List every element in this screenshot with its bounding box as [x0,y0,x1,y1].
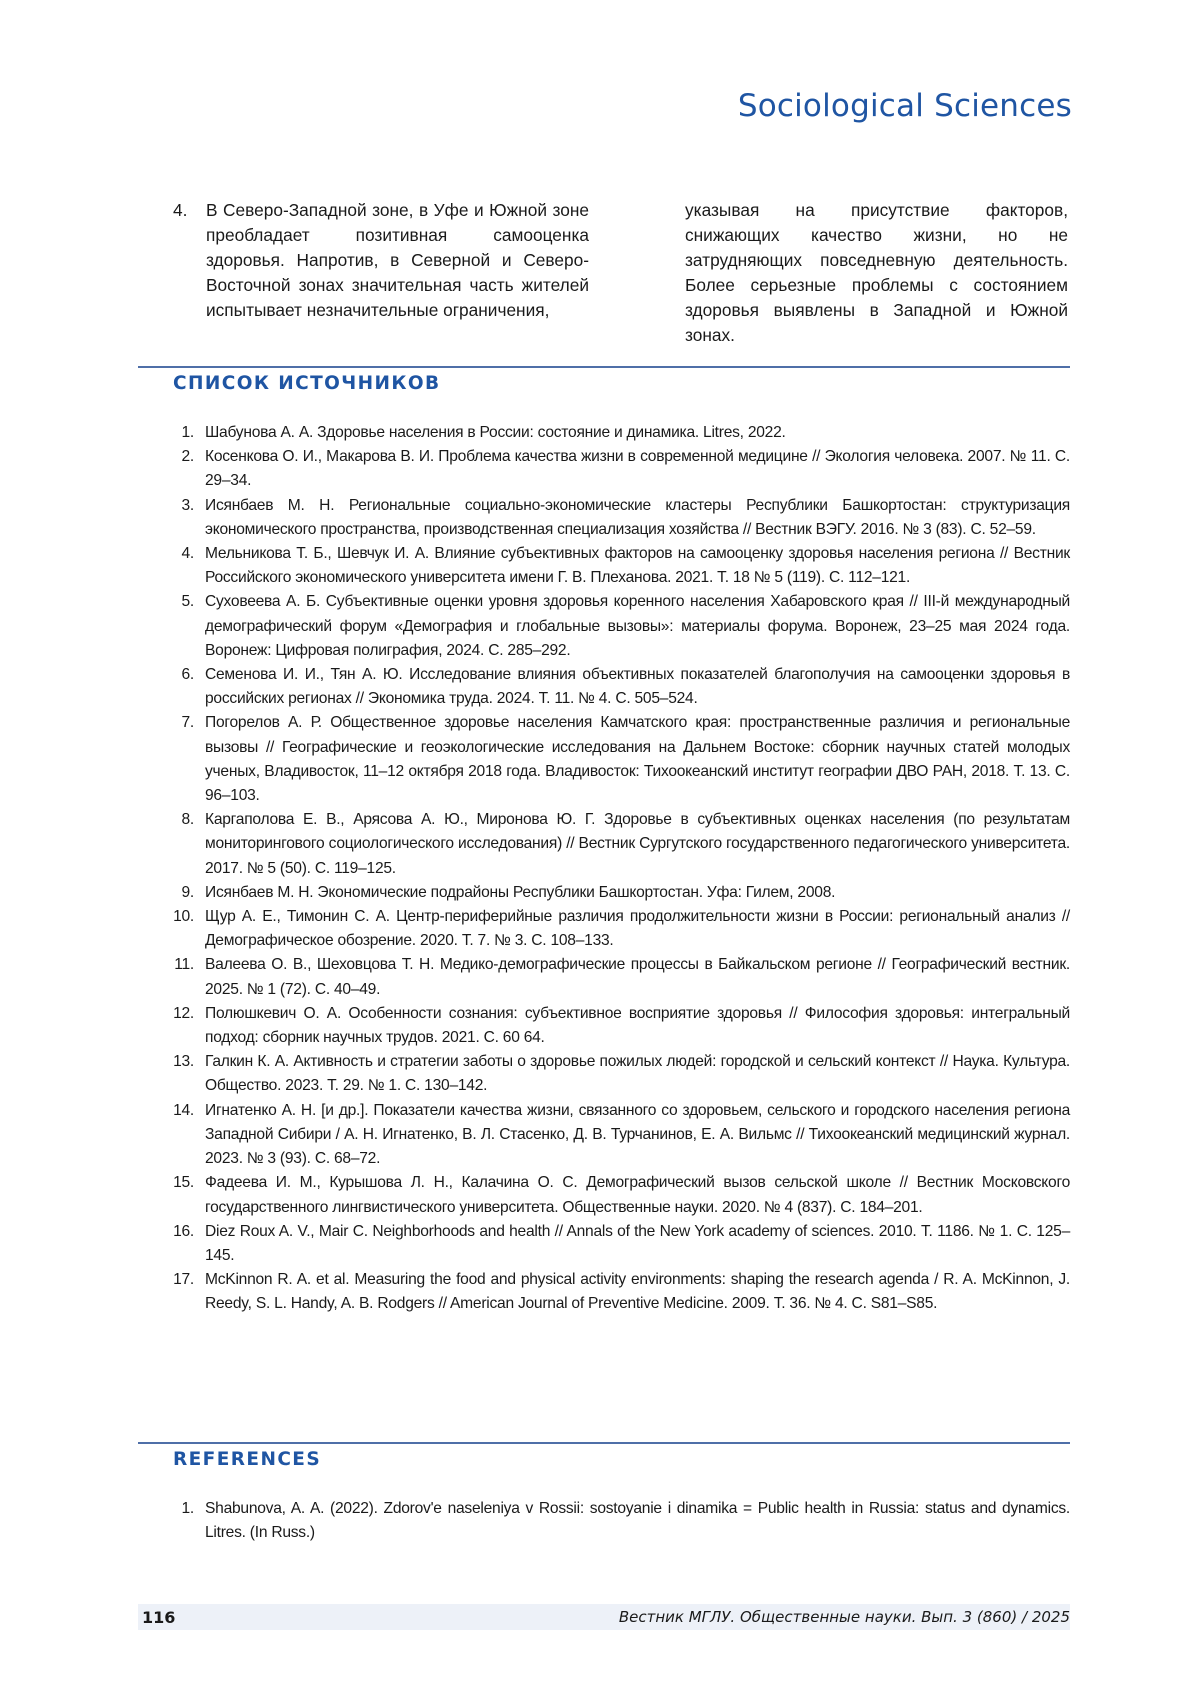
list-item-text: Мельникова Т. Б., Шевчук И. А. Влияние субъективных факторов на самооценку здоровья населения региона // Вестник Российского экономического университета имени Г. В. Плеханова. 2021. Т. 18 № 5 (119). С. 112–121. [205,545,1070,587]
list-item-text: Семенова И. И., Тян А. Ю. Исследование влияния объективных показателей благополучия на самооценки здоровья в российских регионах // Экономика труда. 2024. Т. 11. № 4. С. 505–524. [205,666,1070,708]
conclusion-right-text: указывая на присутствие факторов, снижающих качество жизни, но не затрудняющих повседневную деятельность. Более серьезные проблемы с состоянием здоровья выявлены в Западной и Южной зонах. [685,200,1068,345]
section-divider [138,1442,1070,1444]
list-item-text: Игнатенко А. Н. [и др.]. Показатели качества жизни, связанного со здоровьем, сельского и городского населения региона Западной Сибири / А. Н. Игнатенко, В. Л. Стасенко, Д. В. Турчанинов, Е. А. Вильмс // Тихоокеанский медицинский журнал. 2023. № 3 (93). С. 68–72. [205,1101,1070,1168]
list-item [166,1220,1070,1268]
list-item-text: Полюшкевич О. А. Особенности сознания: субъективное восприятие здоровья // Философия здоровья: интегральный подход: сборник научных трудов. 2021. С. 60 64. [205,1004,1070,1047]
list-item-number: 13. [173,1053,194,1071]
list-item-text: Каргаполова Е. В., Арясова А. Ю., Миронова Ю. Г. Здоровье в субъективных оценках населения (по результатам мониторингового социологического исследования) // Вестник Сургутского государственного педагогического университета. 2017. № 5 (50). С. 119–125. [205,811,1070,877]
list-item-text: Суховеева А. Б. Субъективные оценки уровня здоровья коренного населения Хабаровского края // III-й международный демографический форум «Демография и глобальные вызовы»: материалы форума. Воронеж, 23–25 мая 2024 года. Воронеж: Цифровая полиграфия, 2024. С. 285–292. [205,593,1070,659]
list-item-number: 3. [181,496,194,514]
list-item-text: Фадеева И. М., Курышова Л. Н., Калачина О. С. Демографический вызов сельской школе // Вестник Московского государственного лингвистического университета. Общественные науки. 2020. № 4 (837). С. 184–201. [205,1174,1070,1216]
list-item [166,445,1070,493]
list-item-text: Валеева О. В., Шеховцова Т. Н. Медико-демографические процессы в Байкальском регионе // Географический вестник. 2025. № 1 (72). С. 40–49. [205,956,1070,998]
list-item [166,421,1070,445]
list-item-text: Исянбаев М. Н. Региональные социально-экономические кластеры Республики Башкортостан: структуризация экономического пространства, производственная специализация хозяйства // Вестник ВЭГУ. 2016. № 3 (83). С. 52–59. [205,496,1070,538]
list-item-text: Косенкова О. И., Макарова В. И. Проблема качества жизни в современной медицине // Экология человека. 2007. № 11. С. 29–34. [205,448,1070,490]
list-item [166,808,1070,881]
page-number: 116 [142,1608,176,1627]
sources-list [166,421,1070,1317]
section-divider [138,366,1070,368]
list-item [166,905,1070,953]
list-item [166,663,1070,711]
list-item-text: McKinnon R. A. et al. Measuring the food and physical activity environments: shaping the research agenda / R. A. McKinnon, J. Reedy, S. L. Handy, A. B. Rodgers // American Journal of Preventive Medicine. 2009. Т. 36. № 4. С. S81–S85. [205,1271,1070,1313]
journal-section-title: Sociological Sciences [737,88,1072,124]
footer-journal-name: Вестник МГЛУ. Общественные науки. Вып. 3 (860) / 2025 [618,1608,1070,1626]
list-item-number: 14. [173,1101,194,1119]
list-item-text: Исянбаев М. Н. Экономические подрайоны Республики Башкортостан. Уфа: Гилем, 2008. [205,883,836,901]
list-item-number: 10. [173,908,194,926]
list-item-text: Погорелов А. Р. Общественное здоровье населения Камчатского края: пространственные различия и региональные вызовы // Географические и геоэкологические исследования на Дальнем Востоке: сборник научных статей молодых ученых, Владивосток, 11–12 октября 2018 года. Владивосток: Тихоокеанский институт географии ДВО РАН, 2018. Т. 13. С. 96–103. [205,714,1070,805]
conclusion-left-column [173,198,589,348]
list-item [166,953,1070,1001]
conclusion-left-text: В Северо-Западной зоне, в Уфе и Южной зоне преобладает позитивная самооценка здоровья. Напротив, в Северной и Северо-Восточной зонах значительная часть жителей испытывает незначительные ограничения, [206,200,589,320]
list-item-number: 9. [181,883,194,901]
list-item-number: 17. [173,1271,194,1289]
list-item [166,1268,1070,1316]
list-item-number: 2. [181,448,194,466]
list-item-text: Галкин К. А. Активность и стратегии заботы о здоровье пожилых людей: городской и сельский контекст // Наука. Культура. Общество. 2023. Т. 29. № 1. С. 130–142. [205,1053,1070,1095]
list-item [166,1002,1070,1050]
list-item [166,881,1070,905]
references-heading: REFERENCES [173,1449,322,1470]
list-item [166,1171,1070,1219]
list-item-number: 1. [181,1500,194,1517]
list-item [166,1050,1070,1098]
list-item-number: 15. [173,1174,194,1192]
list-item-number: 4. [181,545,194,563]
list-item-text: Shabunova, A. A. (2022). Zdorov'e naseleniya v Rossii: sostoyanie i dinamika = Public health in Russia: status and dynamics. Litres. (In Russ.) [205,1500,1070,1542]
list-item-number: 16. [173,1222,194,1240]
sources-heading: СПИСОК ИСТОЧНИКОВ [173,373,441,394]
list-item-number: 6. [181,666,194,684]
list-item-number: 5. [181,593,194,611]
list-item-number: 11. [174,956,194,974]
list-item-number: 12. [173,1004,194,1022]
list-item [166,1497,1070,1545]
list-item-text: Шабунова А. А. Здоровье населения в России: состояние и динамика. Litres, 2022. [205,424,786,441]
list-item-number: 7. [181,714,194,732]
list-item [166,1099,1070,1172]
references-list [166,1497,1070,1545]
conclusion-item-number: 4. [173,200,188,220]
list-item-number: 1. [181,424,194,441]
list-item [166,542,1070,590]
list-item-text: Diez Roux A. V., Mair C. Neighborhoods and health // Annals of the New York academy of sciences. 2010. Т. 1186. № 1. С. 125–145. [205,1222,1070,1264]
list-item [166,711,1070,808]
list-item-number: 8. [181,811,194,829]
list-item [166,494,1070,542]
conclusion-block [173,198,1068,348]
list-item-text: Щур А. Е., Тимонин С. А. Центр-периферийные различия продолжительности жизни в России: региональный анализ // Демографическое обозрение. 2020. Т. 7. № 3. С. 108–133. [205,908,1070,950]
list-item [166,590,1070,663]
